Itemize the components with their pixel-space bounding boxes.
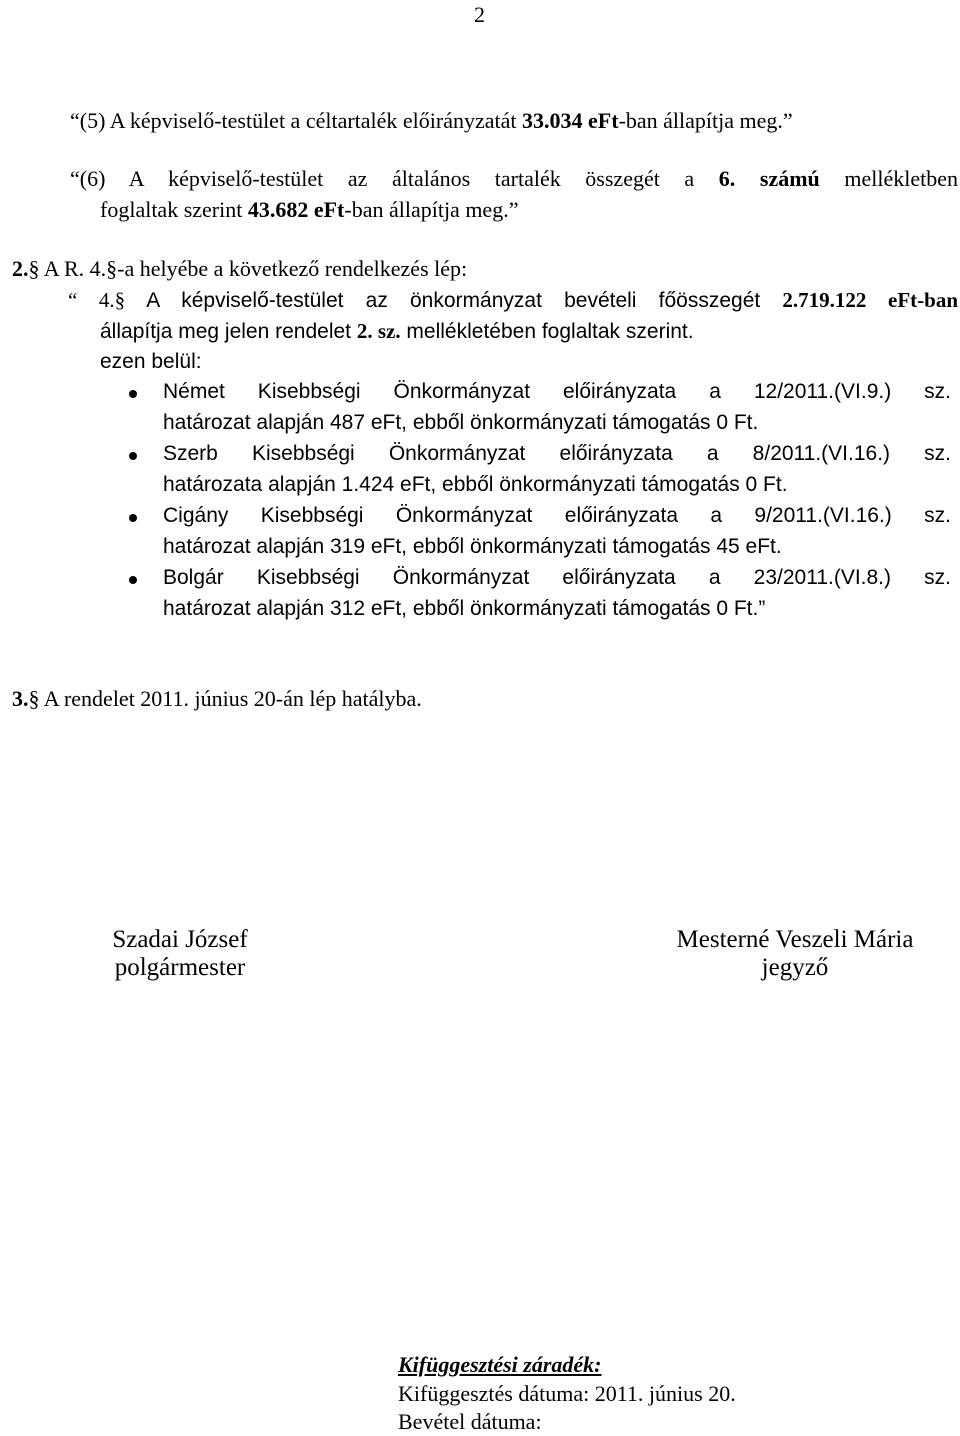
signature-left-title: polgármester (114, 954, 246, 981)
signature-left (60, 926, 300, 982)
para4-line2-prefix: állapítja meg jelen rendelet (100, 320, 357, 343)
section-3 (12, 686, 422, 712)
para6-line1-prefix: “(6) A képviselő-testület az általános tartalék összegét a (70, 166, 719, 191)
bullet-item-4-line2: határozat alapján 312 eFt, ebből önkormányzati támogatás 0 Ft.” (163, 597, 766, 620)
para4-line2-bold: 2. sz. (356, 319, 401, 343)
paragraph-4-line3: ezen belül: (100, 350, 202, 373)
paragraph-4-line2 (100, 319, 694, 344)
bullet-icon (129, 390, 137, 398)
section-3-number: 3. (12, 686, 29, 711)
paragraph-5 (70, 108, 793, 134)
para4-line2-suffix: mellékletében foglaltak szerint. (400, 320, 694, 343)
section-2-number: 2. (12, 256, 29, 281)
para6-line2-prefix: foglaltak szerint (100, 197, 248, 222)
bullet-item-3-line2: határozat alapján 319 eFt, ebből önkormányzati támogatás 45 eFt. (163, 535, 782, 558)
paragraph-6-line1 (70, 166, 958, 192)
section-2-title-rest: -a helyébe a következő rendelkezés lép: (117, 256, 468, 281)
bullet-item-2-line2: határozata alapján 1.424 eFt, ebből önkormányzati támogatás 0 Ft. (163, 473, 788, 496)
para4-line1-text: A képviselő-testület az önkormányzat bevételi főösszegét (125, 289, 783, 312)
bullet-icon (129, 576, 137, 584)
section-sign-icon: § (114, 288, 126, 312)
section-2-title: A R. 4. (39, 256, 107, 281)
para6-line1-suffix: mellékletben (819, 166, 958, 191)
para6-line2-suffix: -ban állapítja meg.” (344, 197, 519, 222)
footer-revenue-date: Bevétel dátuma: (398, 1409, 542, 1434)
section-sign-icon: § (28, 256, 40, 281)
bullet-item-1-line2: határozat alapján 487 eFt, ebből önkormányzati támogatás 0 Ft. (163, 411, 759, 434)
section-sign-icon: § (28, 686, 40, 711)
footer-heading: Kifüggesztési záradék: (398, 1352, 602, 1377)
para6-line2-bold: 43.682 eFt (247, 197, 345, 222)
signature-left-name: Szadai József (112, 926, 248, 953)
bullet-item-4-line1: Bolgár Kisebbségi Önkormányzat előirányzata a 23/2011.(VI.8.) sz. (163, 566, 951, 589)
signature-right-name: Mesterné Veszeli Mária (676, 926, 914, 953)
paragraph-4-line1 (68, 288, 958, 313)
page-number: 2 (474, 2, 485, 27)
para6-line1-bold: 6. számú (718, 166, 820, 191)
section-2-heading (12, 256, 467, 282)
para4-line1-prefix: “ 4. (68, 288, 115, 312)
signature-right-title: jegyző (761, 954, 829, 981)
section-sign-icon: § (106, 256, 118, 281)
bullet-item-1-line1: Német Kisebbségi Önkormányzat előirányzata a 12/2011.(VI.9.) sz. (163, 380, 951, 403)
footer-posting-date: Kifüggesztés dátuma: 2011. június 20. (398, 1381, 736, 1406)
bullet-icon (129, 452, 137, 460)
section-3-text: A rendelet 2011. június 20-án lép hatályba. (39, 686, 422, 711)
signature-right (630, 926, 960, 982)
para5-suffix: -ban állapítja meg.” (618, 108, 793, 133)
para5-amount: 33.034 eFt (522, 108, 619, 133)
para5-prefix: “(5) A képviselő-testület a céltartalék előirányzatát (70, 108, 523, 133)
bullet-item-2-line1: Szerb Kisebbségi Önkormányzat előirányzata a 8/2011.(VI.16.) sz. (163, 442, 951, 465)
bullet-icon (129, 514, 137, 522)
paragraph-6-line2 (100, 197, 518, 223)
para4-line1-bold: 2.719.122 eFt-ban (782, 288, 958, 312)
bullet-item-3-line1: Cigány Kisebbségi Önkormányzat előirányzata a 9/2011.(VI.16.) sz. (163, 504, 951, 527)
